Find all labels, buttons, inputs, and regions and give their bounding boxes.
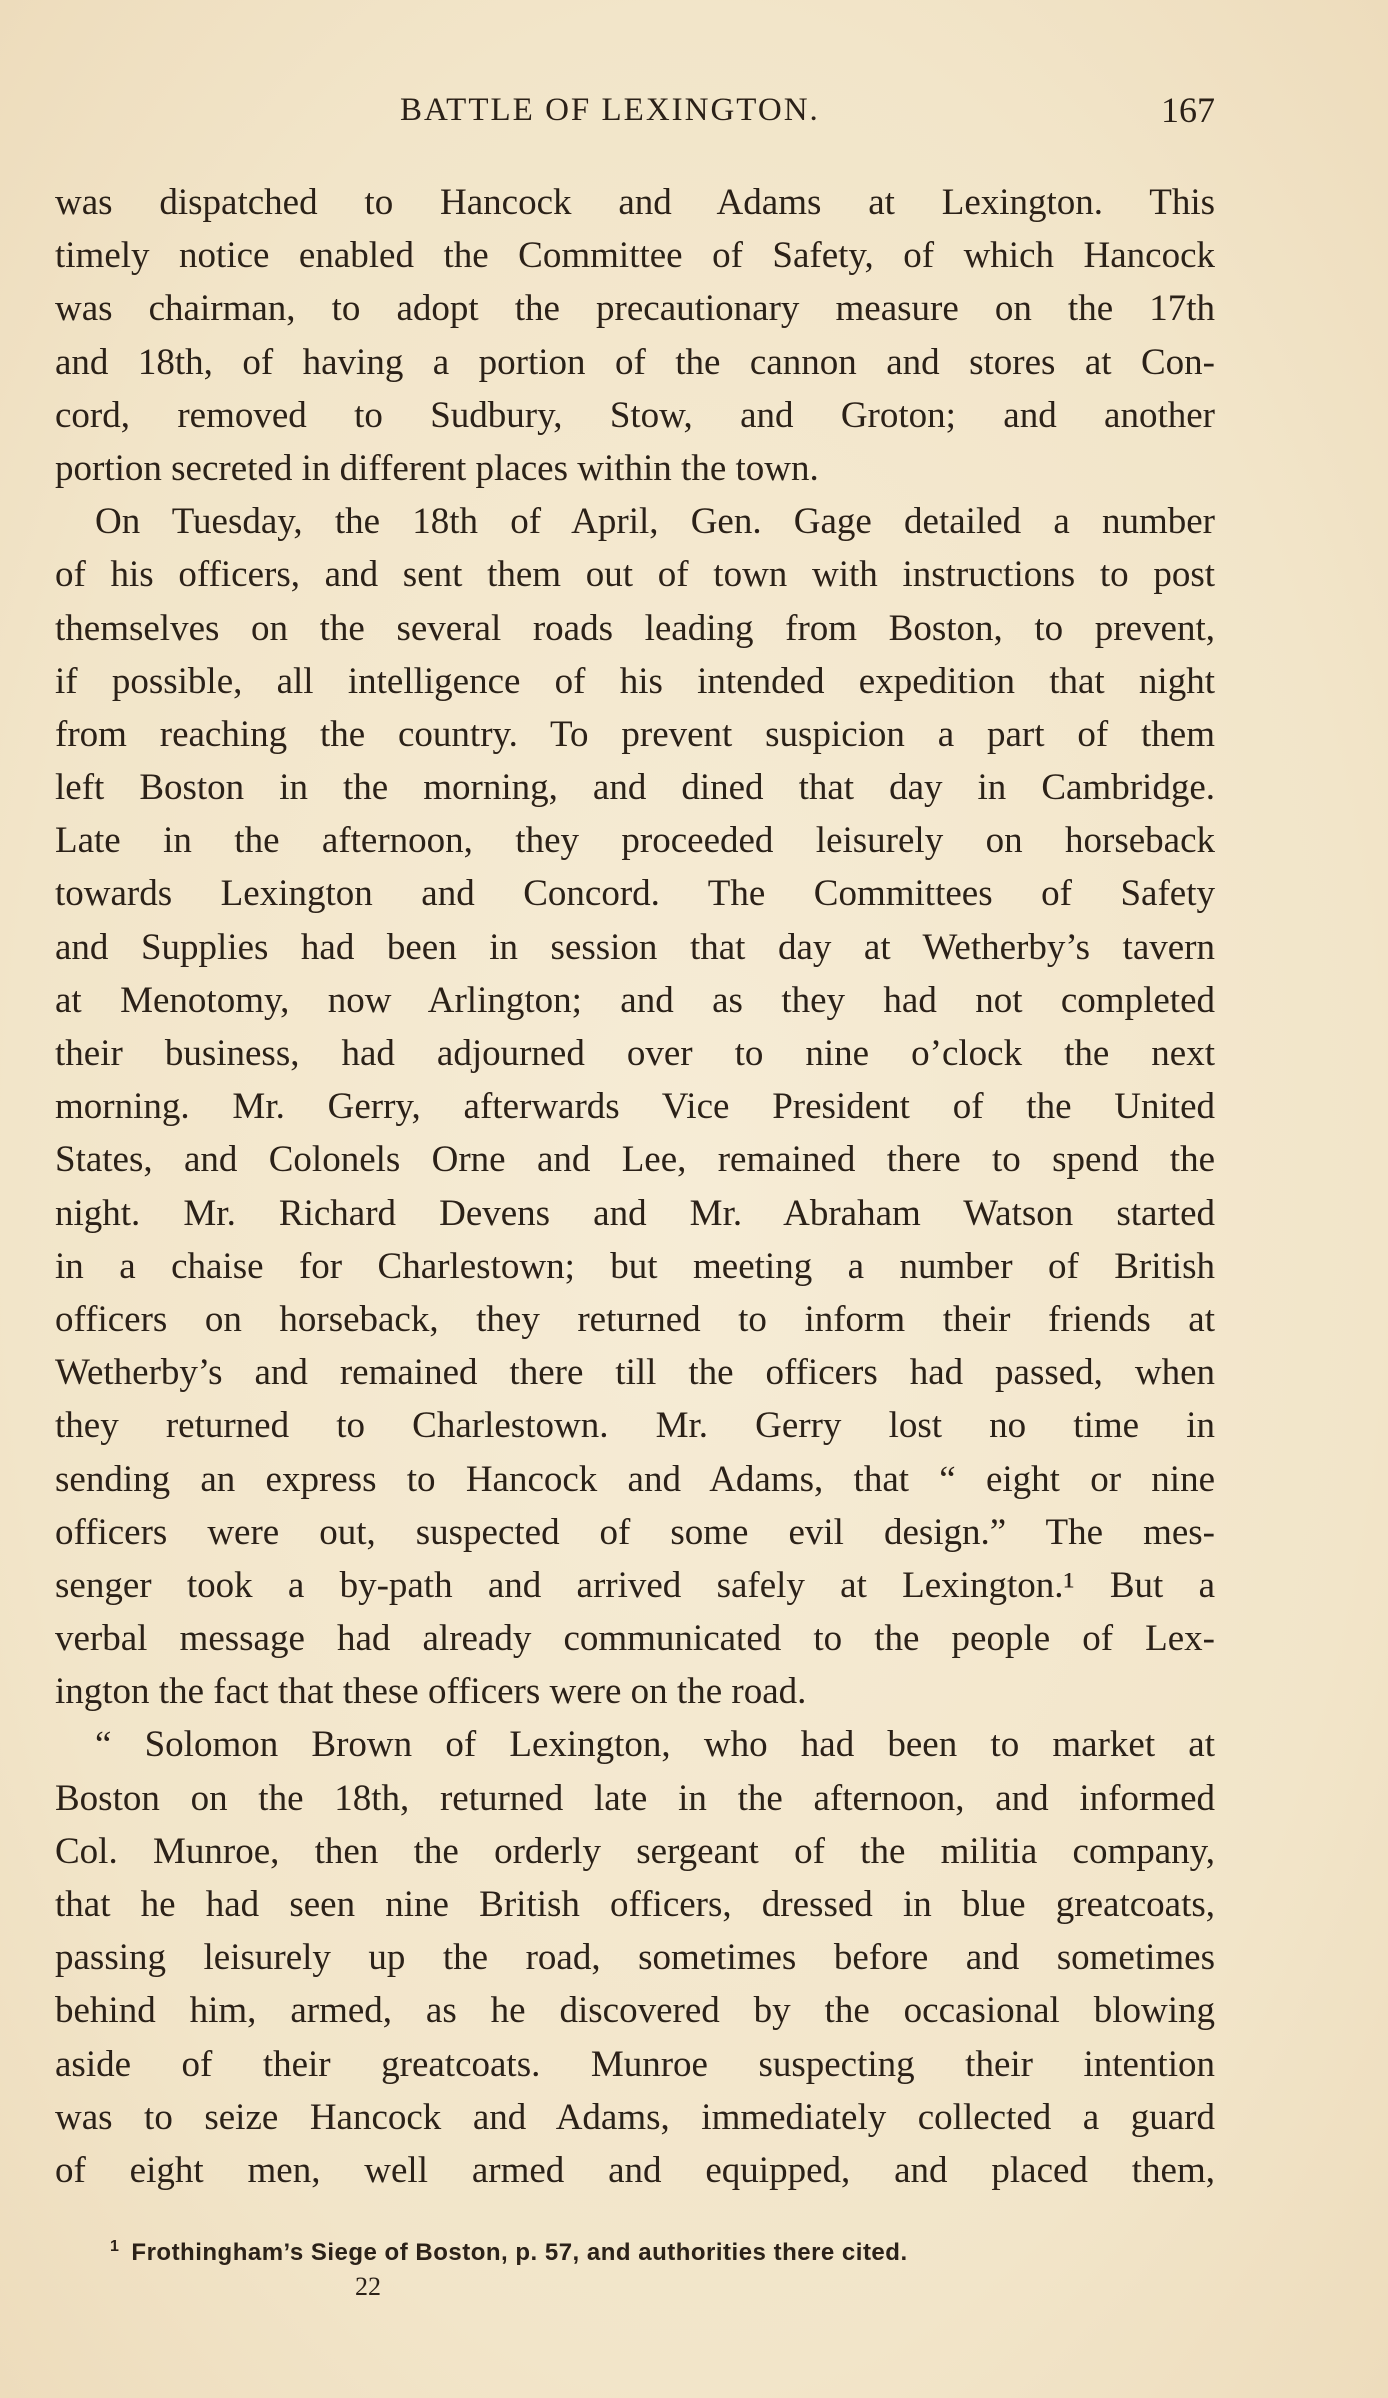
text-line: Col. Munroe, then the orderly sergeant of the militia company, bbox=[55, 1830, 1215, 1872]
text-line: of eight men, well armed and equipped, and placed them, bbox=[55, 2149, 1215, 2191]
page-number: 167 bbox=[1161, 90, 1215, 130]
text-line: in a chaise for Charlestown; but meeting a number of British bbox=[55, 1245, 1215, 1287]
text-line: was to seize Hancock and Adams, immediately collected a guard bbox=[55, 2096, 1215, 2138]
running-title: BATTLE OF LEXINGTON. bbox=[400, 92, 820, 128]
text-line: Boston on the 18th, returned late in the afternoon, and informed bbox=[55, 1777, 1215, 1819]
text-line: morning. Mr. Gerry, afterwards Vice President of the United bbox=[55, 1086, 1215, 1128]
text-line: officers on horseback, they returned to inform their friends at bbox=[55, 1298, 1215, 1340]
text-line: portion secreted in different places within the town. bbox=[55, 447, 819, 489]
text-line: and 18th, of having a portion of the cannon and stores at Con- bbox=[55, 341, 1215, 383]
text-line: that he had seen nine British officers, dressed in blue greatcoats, bbox=[55, 1884, 1215, 1925]
text-line: “ Solomon Brown of Lexington, who had been to market at bbox=[95, 1724, 1215, 1766]
body-text bbox=[55, 176, 1215, 2197]
text-line: and Supplies had been in session that day at Wetherby’s tavern bbox=[55, 926, 1215, 968]
footnote bbox=[110, 2232, 1210, 2268]
text-line: themselves on the several roads leading from Boston, to prevent, bbox=[55, 607, 1215, 649]
text-line: their business, had adjourned over to nine o’clock the next bbox=[55, 1033, 1215, 1074]
text-line: Wetherby’s and remained there till the officers had passed, when bbox=[55, 1352, 1215, 1394]
text-line: timely notice enabled the Committee of Safety, of which Hancock bbox=[55, 235, 1215, 277]
text-line: left Boston in the morning, and dined that day in Cambridge. bbox=[55, 767, 1215, 809]
footnote-mark: 1 bbox=[110, 2238, 120, 2255]
text-line: they returned to Charlestown. Mr. Gerry lost no time in bbox=[55, 1405, 1215, 1447]
text-line: sending an express to Hancock and Adams, that “ eight or nine bbox=[55, 1458, 1215, 1500]
text-line: passing leisurely up the road, sometimes before and sometimes bbox=[55, 1937, 1215, 1979]
text-line: On Tuesday, the 18th of April, Gen. Gage detailed a number bbox=[95, 501, 1215, 543]
text-line: at Menotomy, now Arlington; and as they had not completed bbox=[55, 979, 1215, 1021]
text-line: from reaching the country. To prevent suspicion a part of them bbox=[55, 713, 1215, 755]
running-head bbox=[55, 90, 1215, 140]
text-line: States, and Colonels Orne and Lee, remained there to spend the bbox=[55, 1139, 1215, 1181]
text-line: behind him, armed, as he discovered by the occasional blowing bbox=[55, 1990, 1215, 2032]
text-line: of his officers, and sent them out of town with instructions to post bbox=[55, 554, 1215, 596]
text-line: verbal message had already communicated to the people of Lex- bbox=[55, 1618, 1215, 1660]
text-line: senger took a by-path and arrived safely at Lexington.¹ But a bbox=[55, 1564, 1215, 1606]
text-line: aside of their greatcoats. Munroe suspecting their intention bbox=[55, 2043, 1215, 2085]
text-line: towards Lexington and Concord. The Committees of Safety bbox=[55, 873, 1215, 915]
text-line: officers were out, suspected of some evil design.” The mes- bbox=[55, 1511, 1215, 1553]
text-line: Late in the afternoon, they proceeded leisurely on horseback bbox=[55, 820, 1215, 862]
text-line: was dispatched to Hancock and Adams at Lexington. This bbox=[55, 182, 1215, 223]
signature-mark: 22 bbox=[355, 2272, 381, 2301]
text-line: cord, removed to Sudbury, Stow, and Groton; and another bbox=[55, 394, 1215, 436]
text-line: if possible, all intelligence of his intended expedition that night bbox=[55, 660, 1215, 702]
text-line: ington the fact that these officers were on the road. bbox=[55, 1671, 807, 1713]
footnote-text: Frothingham’s Siege of Boston, p. 57, and authorities there cited. bbox=[131, 2239, 908, 2266]
text-line: night. Mr. Richard Devens and Mr. Abraham Watson started bbox=[55, 1192, 1215, 1234]
text-line: was chairman, to adopt the precautionary measure on the 17th bbox=[55, 288, 1215, 330]
